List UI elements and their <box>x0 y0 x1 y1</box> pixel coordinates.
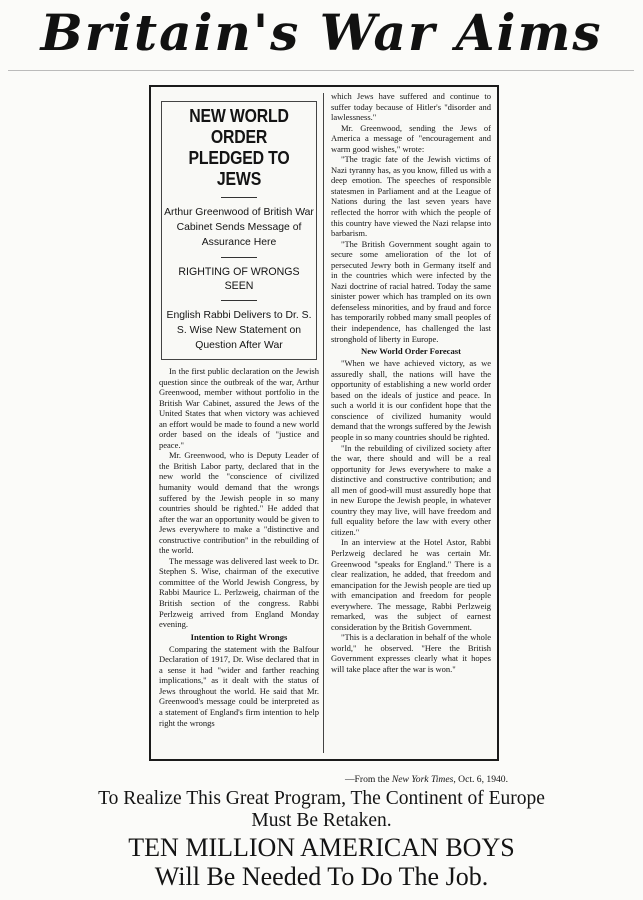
article-paragraph: which Jews have suffered and continue to suffer today because of Hitler's "disorder and lawlessness." <box>331 91 491 123</box>
deck-divider-2 <box>221 300 257 301</box>
source-paper: New York Times <box>391 774 454 785</box>
article-paragraph: In the first public declaration on the Jewish question since the outbreak of the war, Arthur Greenwood, member without portfolio in the British War Cabinet, assured the Jews of the United States that when victory was achieved an effort would be made to found a new world order based on the ideals of "justice and peace." <box>159 366 319 450</box>
article-paragraph: "This is a declaration in behalf of the whole world," he observed. "Here the British Government expresses clearly what it hopes will take place after the war is won." <box>331 632 491 674</box>
article-paragraph: Comparing the statement with the Balfour Declaration of 1917, Dr. Wise declared that in a sense it had "wider and farther reaching implications," as it dealt with the status of Jews throughout the world. He said that Mr. Greenwood's message could be interpreted as a statement of England's firm intention to help right the wrongs <box>159 643 319 728</box>
source-citation <box>268 774 508 785</box>
newspaper-clipping <box>149 85 499 761</box>
article-paragraph: In an interview at the Hotel Astor, Rabbi Perlzweig declared he was certain Mr. Greenwood "speaks for England." There is a clear realization, he added, that freedom and emancipation for the Jewish people are tied up with emancipation and freedom for people everywhere. The message, Rabbi Perlzweig remarked, was the subject of earnest consideration by the British Government. <box>331 537 491 632</box>
footer-line-2b: Will Be Needed To Do The Job. <box>154 862 489 891</box>
article-paragraph: Mr. Greenwood, sending the Jews of America a message of "encouragement and warm good wishes," wrote: <box>331 122 491 154</box>
footer-line-1a: To Realize This Great Program, The Continent of Europe <box>98 788 545 809</box>
article-paragraph: "In the rebuilding of civilized society after the war, there should and will be a real opportunity for Jews everywhere to make a distinctive and constructive contribution; and all men of good-will must assuredly hope that in new Europe the Jewish people, in whatever country they may live, will have freedom and full equality before the law with every other citizen." <box>331 442 491 537</box>
article-paragraph: "The British Government sought again to secure some amelioration of the lot of persecuted Jewry both in Germany itself and in the countries which were infected by the Nazi doctrine of racial hatred. Today the same sinister power which has trampled on its own defenseless minorities, and by fraud and force has temporarily robbed many small peoples of their independence, has challenged the last stronghold of liberty in Europe. <box>331 238 491 344</box>
deck-divider-1 <box>221 257 257 258</box>
clipping-deck-1: Arthur Greenwood of British War Cabinet Sends Message of Assurance Here <box>164 207 314 248</box>
article-subhead: Intention to Right Wrongs <box>190 631 288 642</box>
article-paragraph: "The tragic fate of the Jewish victims of Nazi tyranny has, as you know, filled us with a deep emotion. The speeches of responsible statesmen in Parliament and at the League of Nations during the last seven years have reflected the horror with which the people of this country have viewed the Nazi relapse into barbarism. <box>331 154 491 239</box>
footer-line-2a: TEN MILLION AMERICAN BOYS <box>128 833 515 862</box>
clipping-right-column <box>331 91 491 755</box>
article-subhead: New World Order Forecast <box>360 346 461 357</box>
clipping-deck-3: English Rabbi Delivers to Dr. S. S. Wise New Statement on Question After War <box>166 310 312 351</box>
clipping-left-column <box>159 93 324 753</box>
article-paragraph: The message was delivered last week to Dr. Stephen S. Wise, chairman of the executive committee of the World Jewish Congress, by Rabbi Maurice L. Perlzweig, chairman of the British section of the congress. Rabbi Perlzweig arrived from England Monday evening. <box>159 555 319 630</box>
footer-statement <box>0 788 643 832</box>
page-title: Britain's War Aims <box>40 3 603 62</box>
article-paragraph: "When we have achieved victory, as we assuredly shall, the nations will have the opportunity of establishing a new world order based on the ideals of justice and peace. In such a world it is our confident hope that the conscience of civilized humanity would demand that the wrongs suffered by the Jewish people in so many countries should be righted. <box>331 358 491 442</box>
headline-divider <box>221 197 257 198</box>
source-date: , Oct. 6, 1940. <box>453 774 508 785</box>
footer-call <box>0 833 643 891</box>
footer-line-1b: Must Be Retaken. <box>251 810 392 831</box>
clipping-deck-2: RIGHTING OF WRONGS SEEN <box>178 266 300 292</box>
source-prefix: —From the <box>344 774 392 785</box>
title-divider <box>8 70 634 71</box>
headline-box <box>161 101 317 360</box>
article-paragraph: Mr. Greenwood, who is Deputy Leader of the British Labor party, declared that in the new world the "conscience of civilized humanity would demand that the wrongs suffered by the Jewish people in so many countries should be righted." He added that after the war an opportunity would be given to Jews everywhere to make a "distinctive and constructive contribution" in the rebuilding of the world. <box>159 450 319 556</box>
clipping-headline: NEW WORLD ORDER PLEDGED TO JEWS <box>188 106 290 189</box>
